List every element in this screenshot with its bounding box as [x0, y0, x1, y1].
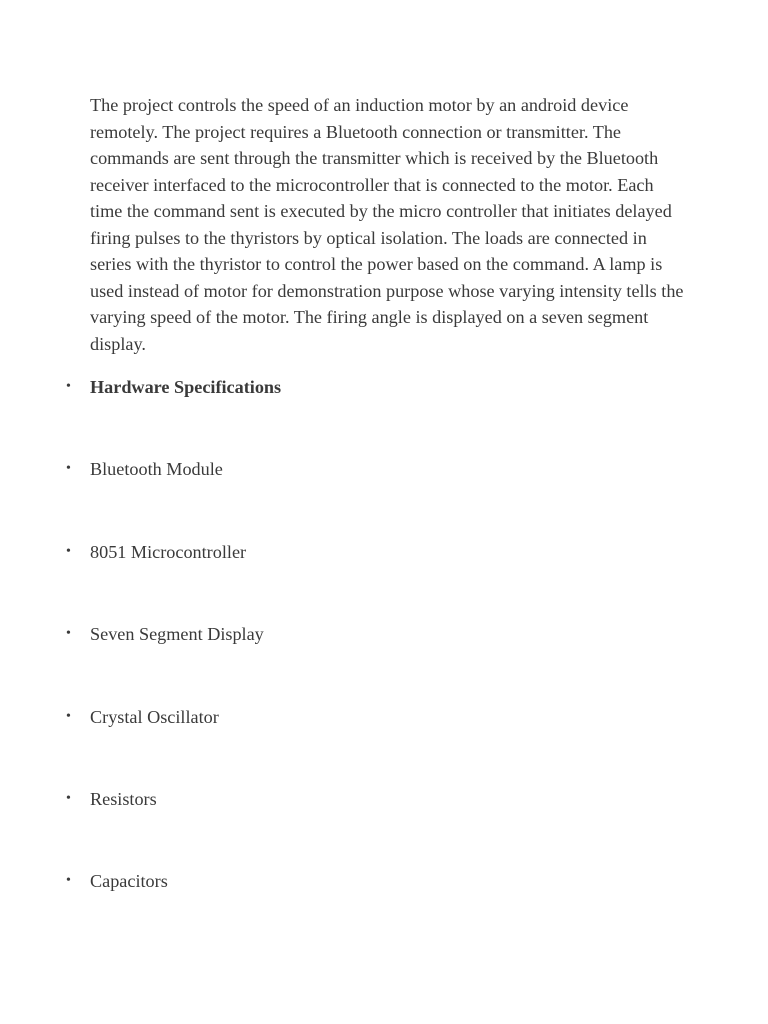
list-item-label: Resistors	[90, 788, 157, 809]
list-item	[0, 621, 768, 703]
bullet-icon: •	[66, 543, 71, 559]
list-item-label: Crystal Oscillator	[90, 706, 219, 727]
bullet-icon: •	[66, 626, 71, 642]
list-item	[0, 786, 768, 868]
list-item	[0, 704, 768, 786]
bullet-icon: •	[66, 461, 71, 477]
list-item	[0, 374, 768, 456]
list-item-label: Seven Segment Display	[90, 624, 264, 645]
list-item-label: 8051 Microcontroller	[90, 541, 247, 562]
bullet-icon: •	[66, 379, 71, 394]
list-item	[0, 539, 768, 621]
bullet-icon: •	[66, 790, 71, 806]
list-item-label: Bluetooth Module	[90, 459, 223, 480]
list-item	[0, 868, 768, 950]
hardware-spec-list	[0, 374, 768, 951]
bullet-icon: •	[66, 708, 71, 724]
bullet-icon: •	[66, 873, 71, 889]
list-item	[0, 456, 768, 538]
section-heading: Hardware Specifications	[90, 377, 282, 397]
list-item-label: Capacitors	[90, 871, 168, 892]
intro-paragraph: The project controls the speed of an induction motor by an android device remotely. The project requires a Bluetooth connection or transmitter. The commands are sent through the transmitter which is received by the Bluetooth receiver interfaced to the microcontroller that is connected to the motor. Each time the command sent is executed by the micro controller that initiates delayed firing pulses to the thyristors by optical isolation. The loads are connected in series with the thyristor to control the power based on the command. A lamp is used instead of motor for demonstration purpose whose varying intensity tells the varying speed of the motor. The firing angle is displayed on a seven segment display.	[90, 95, 684, 354]
